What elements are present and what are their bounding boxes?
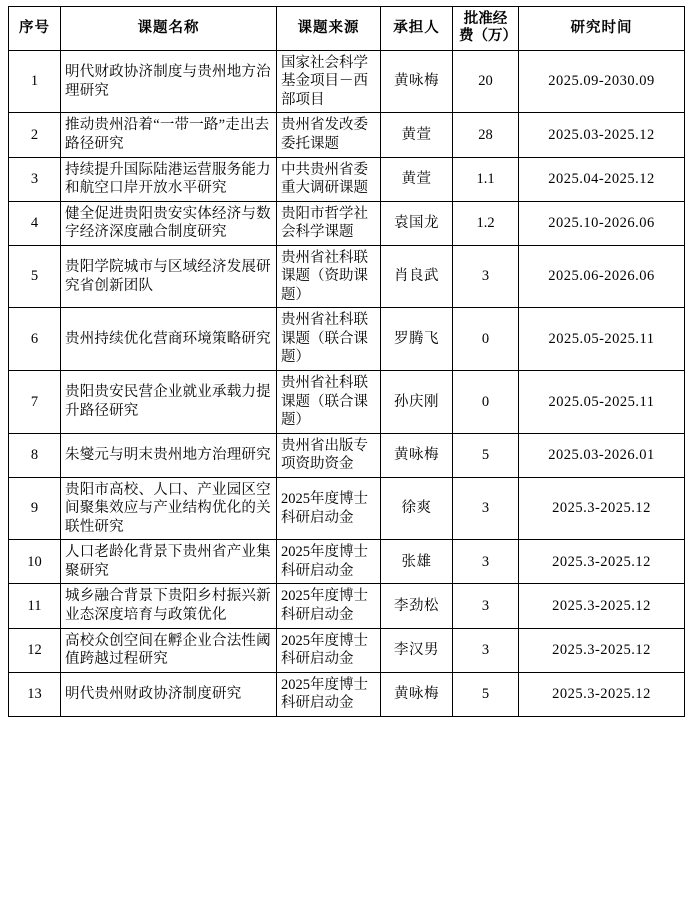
- header-cell-fund: 批准经费（万）: [453, 7, 519, 51]
- cell-source: 贵州省社科联课题（联合课题）: [277, 308, 381, 371]
- cell-time: 2025.3-2025.12: [519, 628, 685, 672]
- cell-title: 人口老龄化背景下贵州省产业集聚研究: [61, 540, 277, 584]
- table-row: [9, 201, 685, 245]
- cell-title: 健全促进贵阳贵安实体经济与数字经济深度融合制度研究: [61, 201, 277, 245]
- cell-fund: 20: [453, 50, 519, 113]
- cell-no: 1: [9, 50, 61, 113]
- table-row: [9, 50, 685, 113]
- table-row: [9, 672, 685, 716]
- cell-no: 8: [9, 433, 61, 477]
- cell-fund: 0: [453, 308, 519, 371]
- cell-fund: 0: [453, 370, 519, 433]
- cell-title: 明代贵州财政协济制度研究: [61, 672, 277, 716]
- cell-title: 城乡融合背景下贵阳乡村振兴新业态深度培育与政策优化: [61, 584, 277, 628]
- cell-person: 李汉男: [381, 628, 453, 672]
- cell-fund: 3: [453, 245, 519, 308]
- cell-source: 2025年度博士科研启动金: [277, 672, 381, 716]
- cell-no: 10: [9, 540, 61, 584]
- cell-no: 13: [9, 672, 61, 716]
- header-cell-title: 课题名称: [61, 7, 277, 51]
- table-row: [9, 477, 685, 540]
- cell-source: 贵州省出版专项资助资金: [277, 433, 381, 477]
- cell-time: 2025.3-2025.12: [519, 672, 685, 716]
- cell-source: 贵州省社科联课题（联合课题）: [277, 370, 381, 433]
- cell-source: 2025年度博士科研启动金: [277, 628, 381, 672]
- cell-title: 持续提升国际陆港运营服务能力和航空口岸开放水平研究: [61, 157, 277, 201]
- cell-title: 贵阳贵安民营企业就业承载力提升路径研究: [61, 370, 277, 433]
- cell-title: 朱燮元与明末贵州地方治理研究: [61, 433, 277, 477]
- cell-person: 黄萱: [381, 157, 453, 201]
- cell-no: 12: [9, 628, 61, 672]
- cell-source: 国家社会科学基金项目－西部项目: [277, 50, 381, 113]
- cell-time: 2025.03-2025.12: [519, 113, 685, 157]
- cell-no: 3: [9, 157, 61, 201]
- table-body: [9, 50, 685, 716]
- cell-person: 罗腾飞: [381, 308, 453, 371]
- table-row: [9, 433, 685, 477]
- cell-person: 黄咏梅: [381, 433, 453, 477]
- cell-time: 2025.05-2025.11: [519, 370, 685, 433]
- cell-no: 7: [9, 370, 61, 433]
- cell-no: 5: [9, 245, 61, 308]
- header-cell-time: 研究时间: [519, 7, 685, 51]
- cell-source: 贵阳市哲学社会科学课题: [277, 201, 381, 245]
- cell-time: 2025.03-2026.01: [519, 433, 685, 477]
- cell-person: 徐爽: [381, 477, 453, 540]
- table-row: [9, 540, 685, 584]
- header-cell-source: 课题来源: [277, 7, 381, 51]
- cell-person: 黄咏梅: [381, 672, 453, 716]
- cell-time: 2025.3-2025.12: [519, 540, 685, 584]
- cell-no: 2: [9, 113, 61, 157]
- table-header: [9, 7, 685, 51]
- table-row: [9, 245, 685, 308]
- cell-person: 孙庆刚: [381, 370, 453, 433]
- cell-source: 2025年度博士科研启动金: [277, 584, 381, 628]
- cell-person: 袁国龙: [381, 201, 453, 245]
- cell-title: 推动贵州沿着“一带一路”走出去路径研究: [61, 113, 277, 157]
- cell-person: 黄咏梅: [381, 50, 453, 113]
- cell-time: 2025.05-2025.11: [519, 308, 685, 371]
- table-row: [9, 370, 685, 433]
- header-cell-no: 序号: [9, 7, 61, 51]
- cell-time: 2025.10-2026.06: [519, 201, 685, 245]
- cell-fund: 1.2: [453, 201, 519, 245]
- cell-source: 2025年度博士科研启动金: [277, 540, 381, 584]
- cell-fund: 1.1: [453, 157, 519, 201]
- cell-title: 贵阳市高校、人口、产业园区空间聚集效应与产业结构优化的关联性研究: [61, 477, 277, 540]
- cell-no: 9: [9, 477, 61, 540]
- cell-fund: 28: [453, 113, 519, 157]
- cell-time: 2025.3-2025.12: [519, 477, 685, 540]
- cell-time: 2025.3-2025.12: [519, 584, 685, 628]
- cell-title: 贵州持续优化营商环境策略研究: [61, 308, 277, 371]
- research-projects-table: [8, 6, 685, 717]
- cell-no: 6: [9, 308, 61, 371]
- cell-title: 明代财政协济制度与贵州地方治理研究: [61, 50, 277, 113]
- cell-no: 4: [9, 201, 61, 245]
- cell-no: 11: [9, 584, 61, 628]
- table-row: [9, 584, 685, 628]
- header-row: [9, 7, 685, 51]
- cell-person: 黄萱: [381, 113, 453, 157]
- cell-fund: 3: [453, 584, 519, 628]
- table-row: [9, 157, 685, 201]
- cell-fund: 5: [453, 433, 519, 477]
- cell-fund: 3: [453, 477, 519, 540]
- cell-person: 李劲松: [381, 584, 453, 628]
- cell-time: 2025.09-2030.09: [519, 50, 685, 113]
- table-row: [9, 113, 685, 157]
- table-row: [9, 308, 685, 371]
- table-row: [9, 628, 685, 672]
- cell-fund: 3: [453, 540, 519, 584]
- cell-title: 高校众创空间在孵企业合法性阈值跨越过程研究: [61, 628, 277, 672]
- header-cell-person: 承担人: [381, 7, 453, 51]
- cell-fund: 3: [453, 628, 519, 672]
- cell-source: 贵州省发改委委托课题: [277, 113, 381, 157]
- cell-source: 贵州省社科联课题（资助课题）: [277, 245, 381, 308]
- cell-time: 2025.04-2025.12: [519, 157, 685, 201]
- cell-source: 中共贵州省委重大调研课题: [277, 157, 381, 201]
- cell-title: 贵阳学院城市与区域经济发展研究省创新团队: [61, 245, 277, 308]
- cell-fund: 5: [453, 672, 519, 716]
- cell-person: 肖良武: [381, 245, 453, 308]
- cell-source: 2025年度博士科研启动金: [277, 477, 381, 540]
- cell-time: 2025.06-2026.06: [519, 245, 685, 308]
- cell-person: 张雄: [381, 540, 453, 584]
